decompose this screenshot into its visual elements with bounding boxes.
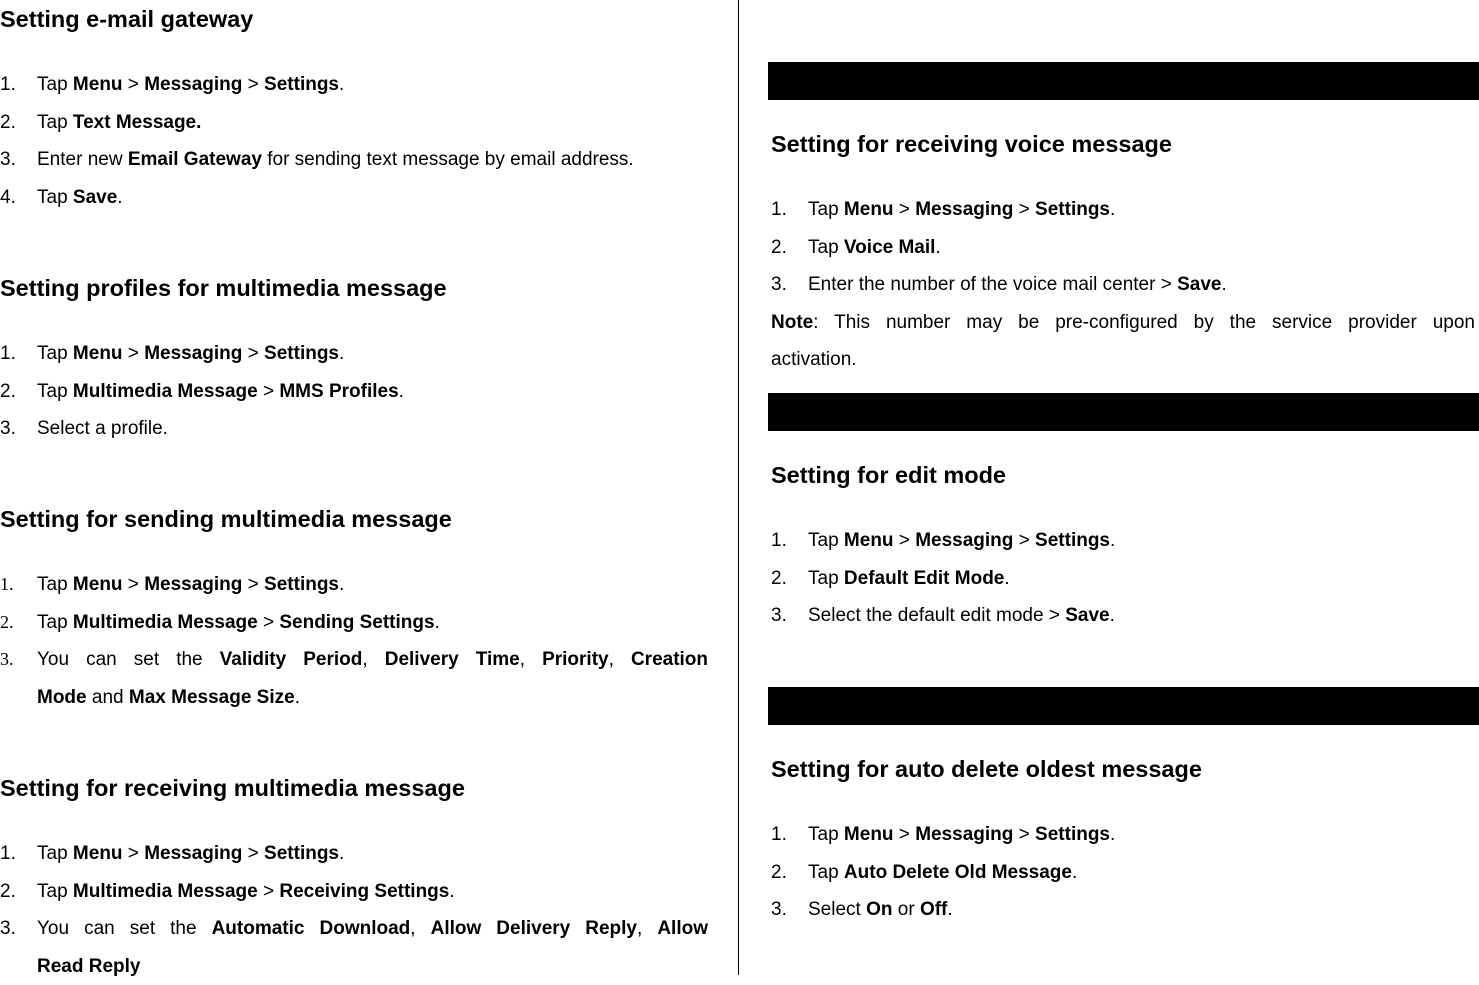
steps-list <box>0 835 708 985</box>
section-title: Setting profiles for multimedia message <box>0 275 447 301</box>
step-number: 1. <box>0 843 16 864</box>
step-number: 2. <box>0 380 16 402</box>
section-title: Setting for sending multimedia message <box>0 506 452 532</box>
section-header-bar <box>768 62 1479 100</box>
list-item: 1. Tap Menu > Messaging > Settings. <box>771 816 1475 854</box>
step-number: 2. <box>771 861 787 883</box>
section-title: Setting for auto delete oldest message <box>771 756 1202 782</box>
list-item: 2. Tap Text Message. <box>0 104 708 142</box>
list-item: 4. Tap Save. <box>0 179 708 217</box>
mms-receiving-section <box>0 773 708 985</box>
step-number: 1. <box>771 824 787 845</box>
section-header-bar <box>768 687 1479 725</box>
step-number: 3. <box>771 274 787 295</box>
step-number: 1. <box>0 343 16 364</box>
list-item: 3. Select the default edit mode > Save. <box>771 597 1475 635</box>
steps-list <box>0 66 708 216</box>
steps-list <box>0 335 708 448</box>
list-item: 3. Select On or Off. <box>771 891 1475 929</box>
note-paragraph: Note: This number may be pre-configured by the service provider upon activation. <box>771 311 1475 370</box>
step-number: 2. <box>0 611 14 632</box>
list-item: 2. Tap Auto Delete Old Message. <box>771 854 1475 892</box>
step-number: 1. <box>771 530 787 551</box>
step-number: 1. <box>0 574 14 594</box>
step-number: 3. <box>0 149 16 170</box>
step-number: 2. <box>0 111 16 133</box>
step-number: 3. <box>0 649 14 669</box>
email-gateway-section <box>0 4 708 216</box>
auto-delete-section <box>771 754 1475 929</box>
step-number: 3. <box>771 899 787 920</box>
list-item: 3. You can set the Validity Period, Delivery Time, Priority, Creation Mode and Max Message Size. <box>0 641 708 716</box>
mms-profiles-section <box>0 273 708 448</box>
list-item: 1. Tap Menu > Messaging > Settings. <box>771 522 1475 560</box>
list-item: 3. Enter the number of the voice mail center > Save. <box>771 266 1475 304</box>
steps-list <box>771 522 1475 635</box>
section-title: Setting for receiving voice message <box>771 131 1172 157</box>
list-item: 2. Tap Multimedia Message > Receiving Settings. <box>0 873 708 911</box>
list-item: 3. You can set the Automatic Download, Allow Delivery Reply, Allow Read Reply <box>0 910 708 985</box>
list-item: 2. Tap Multimedia Message > MMS Profiles. <box>0 373 708 411</box>
list-item: 1. Tap Menu > Messaging > Settings. <box>771 191 1475 229</box>
step-number: 3. <box>0 918 16 939</box>
list-item: 1. Tap Menu > Messaging > Settings. <box>0 335 708 373</box>
list-item: 2. Tap Multimedia Message > Sending Settings. <box>0 604 708 642</box>
section-header-bar <box>768 393 1479 431</box>
list-item: 2. Tap Default Edit Mode. <box>771 560 1475 598</box>
steps-list <box>771 191 1475 304</box>
step-number: 3. <box>771 605 787 626</box>
steps-list <box>0 566 708 716</box>
list-item: 1. Tap Menu > Messaging > Settings. <box>0 835 708 873</box>
section-title: Setting for edit mode <box>771 462 1006 488</box>
column-divider <box>738 0 739 975</box>
list-item: 1. Tap Menu > Messaging > Settings. <box>0 566 708 604</box>
step-number: 1. <box>771 199 787 220</box>
step-number: 2. <box>771 236 787 258</box>
section-title: Setting e-mail gateway <box>0 6 254 32</box>
list-item: 1. Tap Menu > Messaging > Settings. <box>0 66 708 104</box>
steps-list <box>771 816 1475 929</box>
edit-mode-section <box>771 460 1475 635</box>
voice-message-section <box>771 129 1475 379</box>
step-number: 1. <box>0 74 16 95</box>
list-item: 3. Enter new Email Gateway for sending text message by email address. <box>0 141 708 179</box>
list-item: 2. Tap Voice Mail. <box>771 229 1475 267</box>
list-item: 3. Select a profile. <box>0 410 708 448</box>
step-number: 2. <box>0 880 16 902</box>
step-number: 3. <box>0 418 16 439</box>
section-title: Setting for receiving multimedia message <box>0 775 465 801</box>
step-number: 2. <box>771 567 787 589</box>
step-number: 4. <box>0 186 16 208</box>
mms-sending-section <box>0 504 708 716</box>
